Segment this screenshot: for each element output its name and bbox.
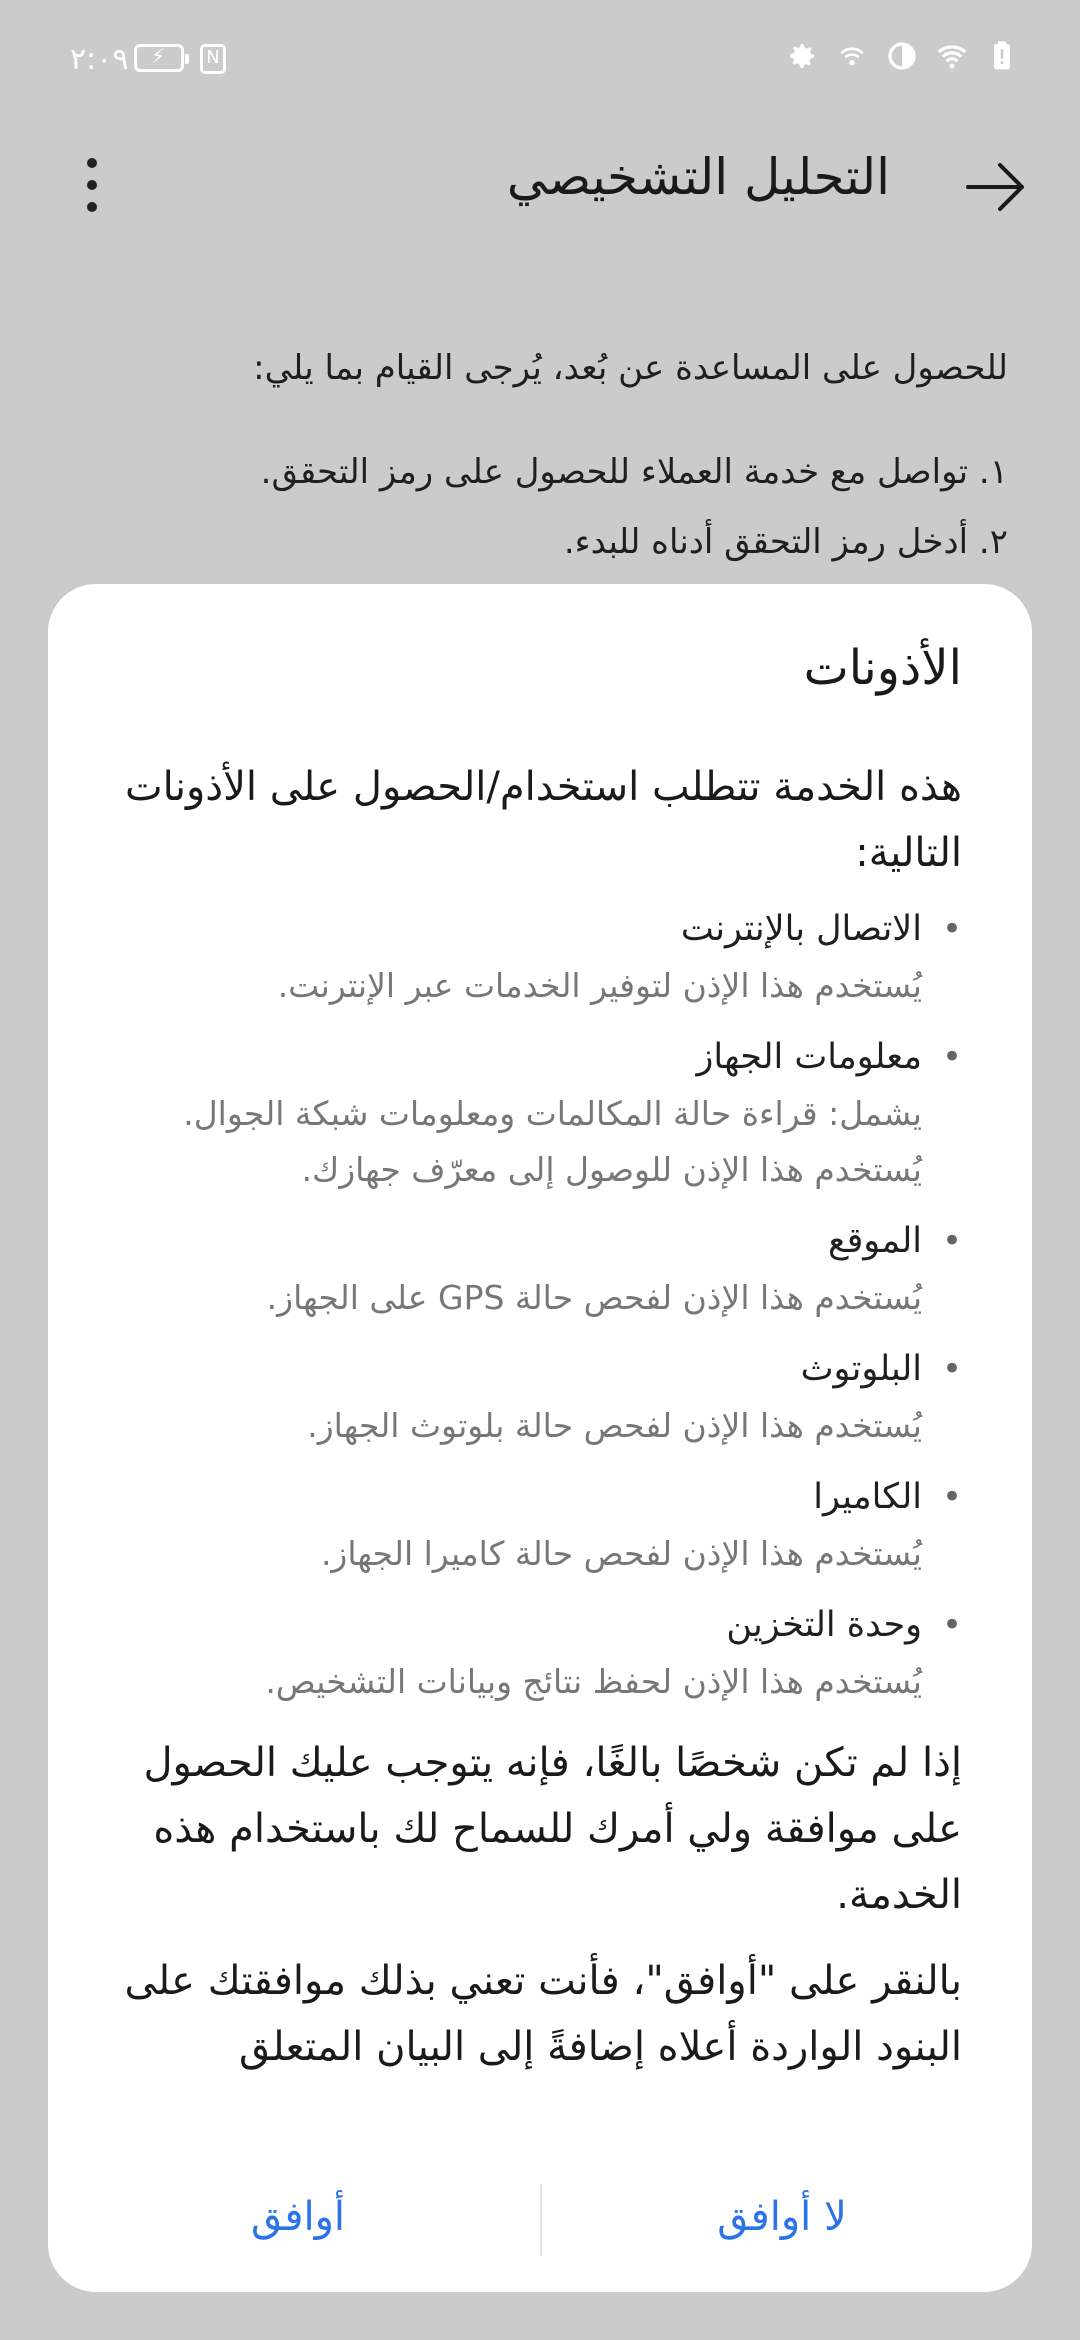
permission-desc: يُستخدم هذا الإذن لحفظ نتائج وبيانات التشخيص. bbox=[265, 1662, 922, 1701]
disagree-button[interactable]: لا أوافق bbox=[717, 2194, 847, 2240]
hotspot-icon bbox=[836, 40, 868, 72]
step-1: ١. تواصل مع خدمة العملاء للحصول على رمز التحقق. bbox=[260, 452, 1008, 492]
dialog-intro: هذه الخدمة تتطلب استخدام/الحصول على الأذونات التالية: bbox=[124, 764, 962, 876]
guardian-notice: إذا لم تكن شخصًا بالغًا، فإنه يتوجب عليك الحصول على موافقة ولي أمرك للسماح لك باستخدام هذه الخدمة. bbox=[143, 1740, 962, 1918]
permission-desc: يُستخدم هذا الإذن لفحص حالة كاميرا الجهاز. bbox=[320, 1534, 922, 1573]
nfc-icon: N bbox=[200, 44, 226, 74]
permission-desc: يُستخدم هذا الإذن للوصول إلى معرّف جهازك. bbox=[301, 1150, 922, 1189]
instructions-text: للحصول على المساعدة عن بُعد، يُرجى القيام بما يلي: bbox=[253, 348, 1008, 388]
status-icons bbox=[786, 40, 1018, 72]
arrow-back-icon[interactable] bbox=[960, 152, 1030, 222]
status-time: ٢:٠٩ bbox=[70, 42, 129, 77]
permission-desc: يُستخدم هذا الإذن لتوفير الخدمات عبر الإنترنت. bbox=[277, 966, 922, 1005]
data-saver-icon bbox=[886, 40, 918, 72]
permissions-dialog bbox=[48, 584, 1032, 2292]
dialog-title: الأذونات bbox=[803, 640, 962, 696]
list-item bbox=[118, 900, 962, 1014]
permission-desc: يُستخدم هذا الإذن لفحص حالة بلوتوث الجهاز. bbox=[307, 1406, 922, 1445]
permission-name: • الكاميرا bbox=[813, 1477, 922, 1517]
status-bar bbox=[0, 0, 1080, 120]
wifi-icon bbox=[936, 40, 968, 72]
permission-name: • الموقع bbox=[827, 1221, 922, 1261]
list-item bbox=[118, 1340, 962, 1454]
consent-notice: بالنقر على "أوافق"، فأنت تعني بذلك موافقتك على البنود الواردة أعلاه إضافةً إلى البيان المتعلق bbox=[124, 1958, 962, 2070]
battery-saver-icon bbox=[986, 40, 1018, 72]
dialog-button-bar bbox=[48, 2142, 1032, 2292]
permission-list bbox=[118, 900, 962, 1710]
list-item bbox=[118, 1468, 962, 1582]
permission-name: • معلومات الجهاز bbox=[696, 1037, 922, 1077]
app-bar bbox=[0, 130, 1080, 240]
list-item bbox=[118, 1596, 962, 1710]
list-item bbox=[118, 1028, 962, 1198]
page-title: التحليل التشخيصي bbox=[506, 148, 890, 206]
battery-charging-icon: ⚡ bbox=[134, 44, 184, 72]
permission-desc: يشمل: قراءة حالة المكالمات ومعلومات شبكة الجوال. bbox=[183, 1094, 922, 1133]
dialog-scroll-content[interactable] bbox=[48, 754, 1032, 2070]
list-item bbox=[118, 1212, 962, 1326]
permission-name: • وحدة التخزين bbox=[726, 1605, 922, 1645]
permission-desc: يُستخدم هذا الإذن لفحص حالة GPS على الجهاز. bbox=[266, 1278, 922, 1317]
permission-name: • البلوتوث bbox=[800, 1349, 922, 1389]
more-vert-icon[interactable] bbox=[72, 150, 112, 220]
settings-icon bbox=[786, 40, 818, 72]
permission-name: • الاتصال بالإنترنت bbox=[680, 909, 922, 949]
step-2: ٢. أدخل رمز التحقق أدناه للبدء. bbox=[563, 522, 1008, 562]
agree-button[interactable]: أوافق bbox=[250, 2194, 346, 2240]
button-divider bbox=[540, 2184, 542, 2256]
